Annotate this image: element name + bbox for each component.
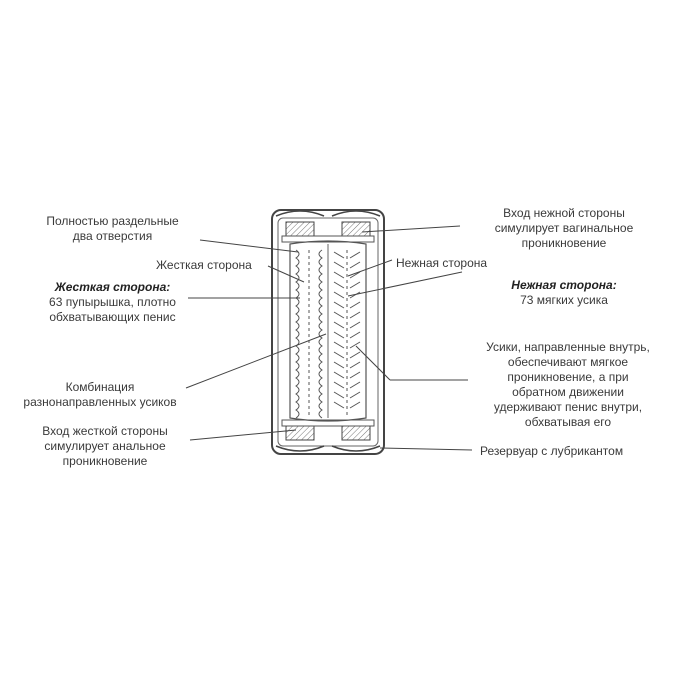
- leader-reservoir: [380, 448, 472, 450]
- label-hard-desc-line2: обхватывающих пенис: [49, 310, 176, 324]
- label-soft-entry-line2: симулирует вагинальное: [494, 221, 634, 235]
- leader-soft-desc: [348, 272, 462, 296]
- label-hard-entry-line2: симулирует анальное: [44, 439, 166, 453]
- label-combination: [10, 380, 190, 410]
- hard-side-nubs: [296, 250, 322, 418]
- label-tendrils: [470, 340, 666, 430]
- label-tendrils-line6: обхватывая его: [524, 415, 612, 429]
- label-hard-desc-line1: 63 пупырышка, плотно: [49, 295, 176, 309]
- label-combination-line1: Комбинация: [65, 380, 135, 394]
- label-hard-entry-line1: Вход жесткой стороны: [42, 424, 168, 438]
- soft-side-tendrils: [334, 250, 360, 416]
- label-soft-entry-line3: проникновение: [521, 236, 607, 250]
- inner-sleeve: [290, 241, 366, 421]
- label-hard-entry-line3: проникновение: [62, 454, 148, 468]
- leader-soft-side: [348, 260, 392, 276]
- label-combination-line2: разнонаправленных усиков: [23, 395, 177, 409]
- label-tendrils-line4: обратном движении: [512, 385, 624, 399]
- label-tendrils-line3: проникновение, а при: [507, 370, 629, 384]
- label-soft-desc-title: Нежная сторона:: [511, 278, 617, 292]
- label-soft-desc-line1: 73 мягких усика: [520, 293, 608, 307]
- label-hard-desc: [20, 280, 205, 325]
- label-tendrils-line2: обеспечивают мягкое: [507, 355, 629, 369]
- label-soft-entry: [474, 206, 654, 251]
- label-soft-desc: [474, 278, 654, 308]
- label-tendrils-line1: Усики, направленные внутрь,: [486, 340, 650, 354]
- label-separate-holes: [20, 214, 205, 244]
- label-hard-entry: [20, 424, 190, 469]
- label-hard-side: Жесткая сторона: [156, 258, 252, 272]
- label-hard-desc-title: Жесткая сторона:: [54, 280, 171, 294]
- label-separate-holes-line1: Полностью раздельные: [46, 214, 179, 228]
- leader-combination: [186, 334, 326, 388]
- leader-soft-entry: [362, 226, 460, 232]
- label-tendrils-line5: удерживают пенис внутри,: [493, 400, 643, 414]
- label-soft-side: Нежная сторона: [396, 256, 488, 270]
- label-separate-holes-line2: два отверстия: [72, 229, 153, 243]
- leader-hard-entry: [190, 430, 296, 440]
- top-caps: [276, 211, 380, 242]
- label-reservoir: Резервуар с лубрикантом: [480, 444, 624, 458]
- label-soft-entry-line1: Вход нежной стороны: [503, 206, 625, 220]
